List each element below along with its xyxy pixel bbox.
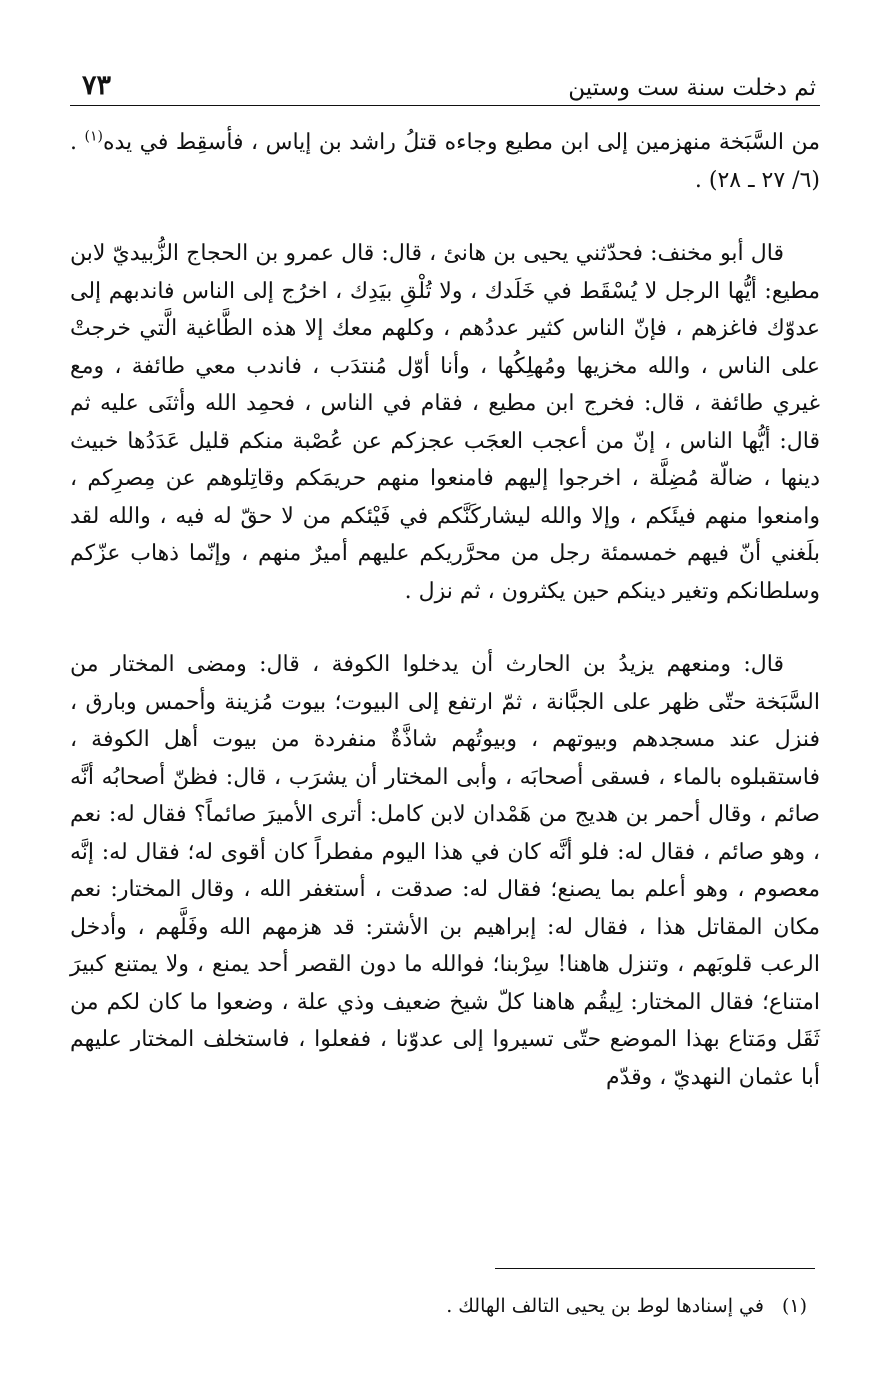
paragraph (70, 235, 820, 610)
running-header (70, 55, 820, 106)
footnote-separator (495, 1268, 815, 1269)
paragraph-text: قال: ومنعهم يزيدُ بن الحارث أن يدخلوا الكوفة ، قال: ومضى المختار من السَّبَخة حتّى ظهر على الجبَّانة ، ثمّ ارتفع إلى البيوت؛ بيوت مُزينة وأحمس وبارق ، فنزل عند مسجدهم وبيوتهم ، وبيوتُهم شاذَّةٌ منفردة من بيوت أهل الكوفة ، فاستقبلوه بالماء ، فسقى أصحابَه ، وأبى المختار أن يشرَب ، قال: فظنّ أصحابُه أنَّه صائم ، وقال أحمر بن هديج من هَمْدان لابن كامل: أترى الأميرَ صائماً؟ فقال له: نعم ، وهو صائم ، فقال له: فلو أنَّه كان في هذا اليوم مفطراً كان أقوى له؛ فقال له: إنَّه معصوم ، وهو أعلم بما يصنع؛ فقال له: صدقت ، أستغفر الله ، وقال المختار: نعم مكان المقاتل هذا ، فقال له: إبراهيم بن الأشتر: قد هزمهم الله وفَلَّهم ، وأدخل الرعب قلوبَهم ، وتنزل هاهنا! سِرْبنا؛ فوالله ما دون القصر أحد يمنع ، ولا يمتنع كبيرَ امتناع؛ فقال المختار: لِيقُم هاهنا كلّ شيخ ضعيف وذي علة ، وضعوا ما كان لكم من ثَقَل ومَتاع بهذا الموضع حتّى تسيروا إلى عدوّنا ، ففعلوا ، فاستخلف المختار عليهم أبا عثمان النهديّ ، وقدّم (70, 652, 820, 1090)
paragraph-text: من السَّبَخة منهزمين إلى ابن مطيع وجاءه قتلُ راشد بن إياس ، فأسقِط في يده (102, 130, 820, 155)
page-number: ٧٣ (82, 70, 112, 101)
book-page (70, 55, 820, 1096)
paragraph-text: قال أبو مخنف: فحدّثني يحيى بن هانئ ، قال: قال عمرو بن الحجاج الزُّبيديّ لابن مطيع: أيُّها الرجل لا يُسْقَط في خَلَدك ، ولا تُلْقِ بيَدِك ، اخرُج إلى الناس فاندبهم إلى عدوّك فاغزهم ، فإنّ الناس كثير عددُهم ، وكلهم معك إلا هذه الطَّاغية الَّتي خرجتْ على الناس ، والله مخزيها ومُهلِكُها ، وأنا أوّل مُنتدَب ، فاندب معي طائفة ، ومع غيري طائفة ، قال: فخرج ابن مطيع ، فقام في الناس ، فحمِد الله وأثنَى عليه ثم قال: أيُّها الناس ، إنّ من أعجب العجَب عجزكم عن عُصْبة منكم قليل عَدَدُها خبيث دينها ، ضالّة مُضِلَّة ، اخرجوا إليهم فامنعوا منهم حريمَكم وقاتِلوهم عن مِصرِكم ، وامنعوا منهم فيئَكم ، وإلا والله ليشاركَنَّكم في فَيْئكم من لا حقّ له فيه ، والله لقد بلَغني أنّ فيهم خمسمئة رجل من محرَّريكم عليهم أميرٌ منهم ، وإنّما ذهاب عزّكم وسلطانكم وتغير دينكم حين يكثرون ، ثم نزل . (70, 241, 820, 604)
main-text (70, 124, 820, 1096)
footnote-item (67, 1292, 807, 1320)
paragraph-spacer (70, 199, 820, 235)
footnote-text: في إسنادها لوط بن يحيى التالف الهالك . (446, 1295, 764, 1317)
footnotes (67, 1292, 807, 1320)
footnote-reference[interactable]: (١) (84, 128, 103, 145)
paragraph-spacer (70, 610, 820, 646)
paragraph (70, 124, 820, 199)
chapter-title: ثم دخلت سنة ست وستين (568, 75, 816, 101)
paragraph-citation: . (٦/ ٢٧ ـ ٢٨) . (70, 130, 820, 193)
footnote-number: (١) (781, 1295, 807, 1317)
paragraph (70, 646, 820, 1096)
